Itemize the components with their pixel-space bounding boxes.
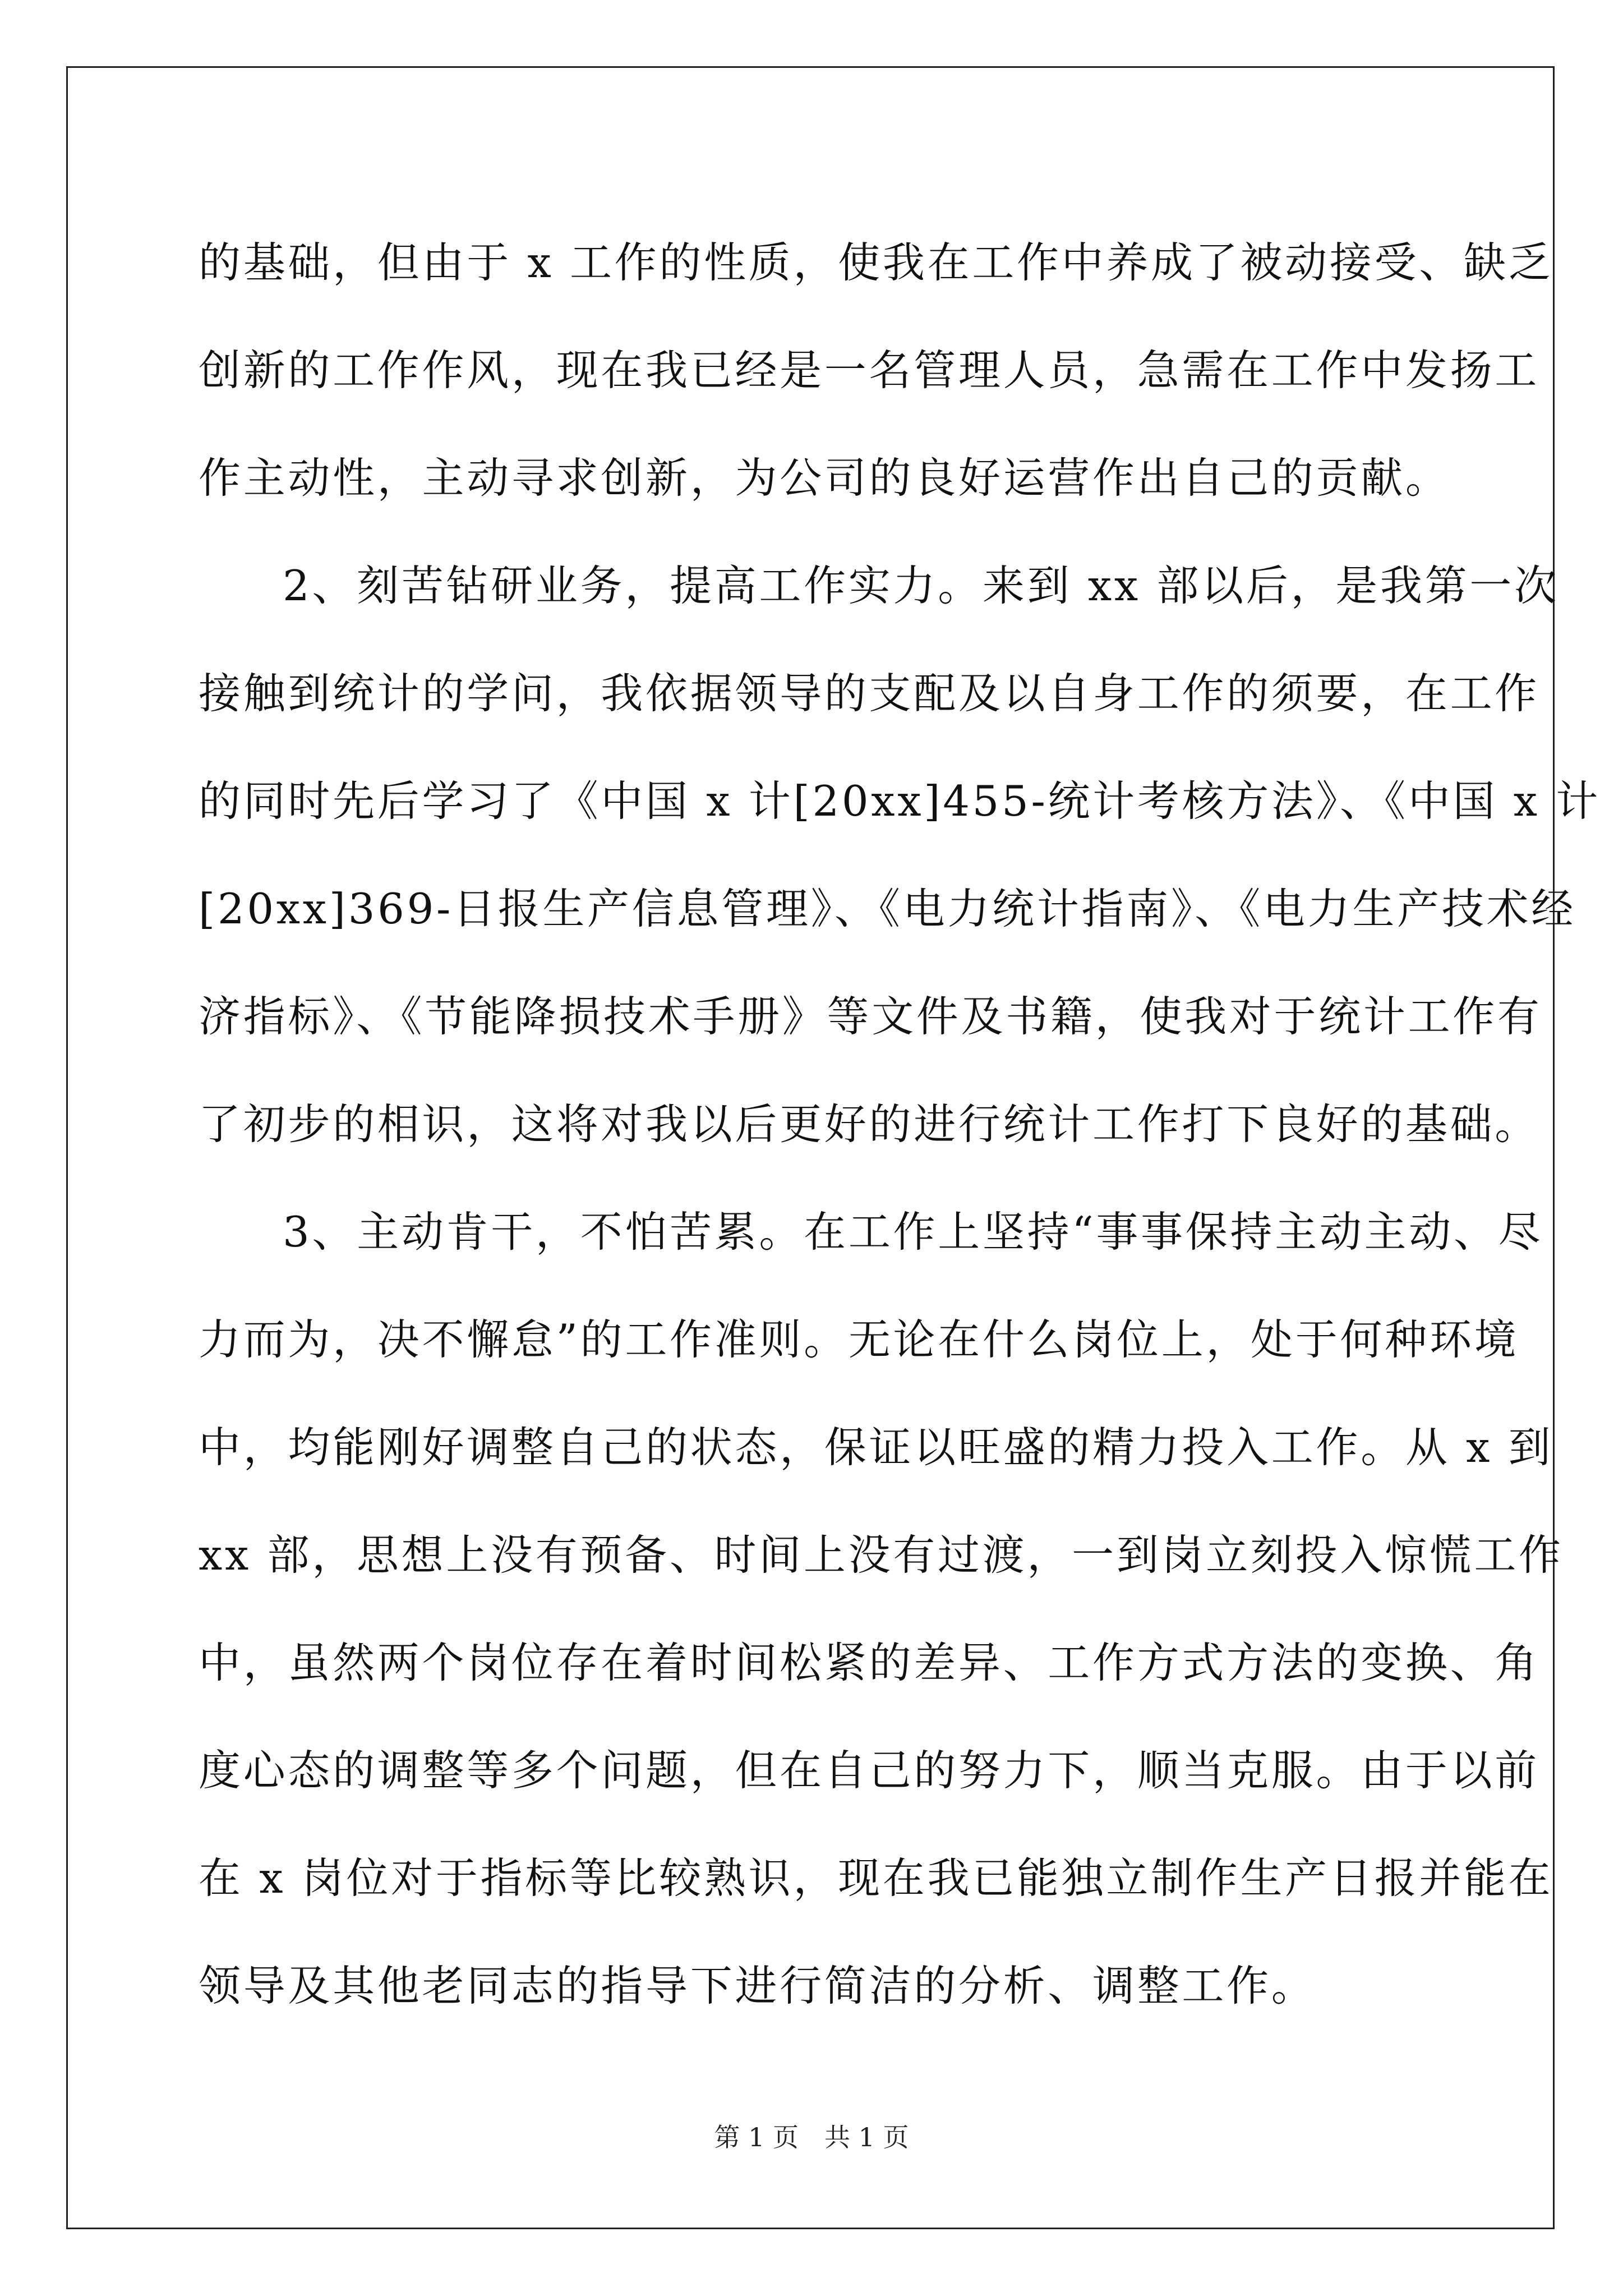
text-line: [20xx]369-日报生产信息管理》、《电力统计指南》、《电力生产技术经 — [199, 884, 1576, 933]
text-line: 作主动性，主动寻求创新，为公司的良好运营作出自己的贡献。 — [199, 453, 1450, 503]
text-line: 在 x 岗位对于指标等比较熟识，现在我已能独立制作生产日报并能在 — [199, 1853, 1553, 1903]
page-number-label: 第 1 页 共 1 页 — [714, 2122, 909, 2152]
text-line: 2、刻苦钻研业务，提高工作实力。来到 xx 部以后，是我第一次 — [283, 561, 1559, 610]
text-line: 领导及其他老同志的指导下进行简洁的分析、调整工作。 — [199, 1961, 1316, 2010]
text-line: 的同时先后学习了《中国 x 计[20xx]455-统计考核方法》、《中国 x 计 — [199, 776, 1601, 826]
text-line: 的基础，但由于 x 工作的性质，使我在工作中养成了被动接受、缺乏 — [199, 238, 1553, 287]
text-line: 3、主动肯干，不怕苦累。在工作上坚持“事事保持主动主动、尽 — [283, 1207, 1543, 1257]
document-body — [199, 209, 1601, 2040]
text-line: 中，均能刚好调整自己的状态，保证以旺盛的精力投入工作。从 x 到 — [199, 1423, 1553, 1472]
text-line: 济指标》、《节能降损技术手册》等文件及书籍，使我对于统计工作有 — [199, 992, 1542, 1041]
text-line: 接触到统计的学问，我依据领导的支配及以自身工作的须要，在工作 — [199, 669, 1540, 718]
page-footer — [0, 2120, 1623, 2154]
text-line: 了初步的相识，这将对我以后更好的进行统计工作打下良好的基础。 — [199, 1099, 1540, 1149]
text-line: 力而为，决不懈怠”的工作准则。无论在什么岗位上，处于何种环境 — [199, 1315, 1519, 1364]
text-line: 度心态的调整等多个问题，但在自己的努力下，顺当克服。由于以前 — [199, 1746, 1540, 1795]
text-line: 中，虽然两个岗位存在着时间松紧的差异、工作方式方法的变换、角 — [199, 1638, 1540, 1687]
text-line: 创新的工作作风，现在我已经是一名管理人员，急需在工作中发扬工 — [199, 346, 1540, 395]
text-line: xx 部，思想上没有预备、时间上没有过渡，一到岗立刻投入惊慌工作 — [199, 1530, 1564, 1580]
